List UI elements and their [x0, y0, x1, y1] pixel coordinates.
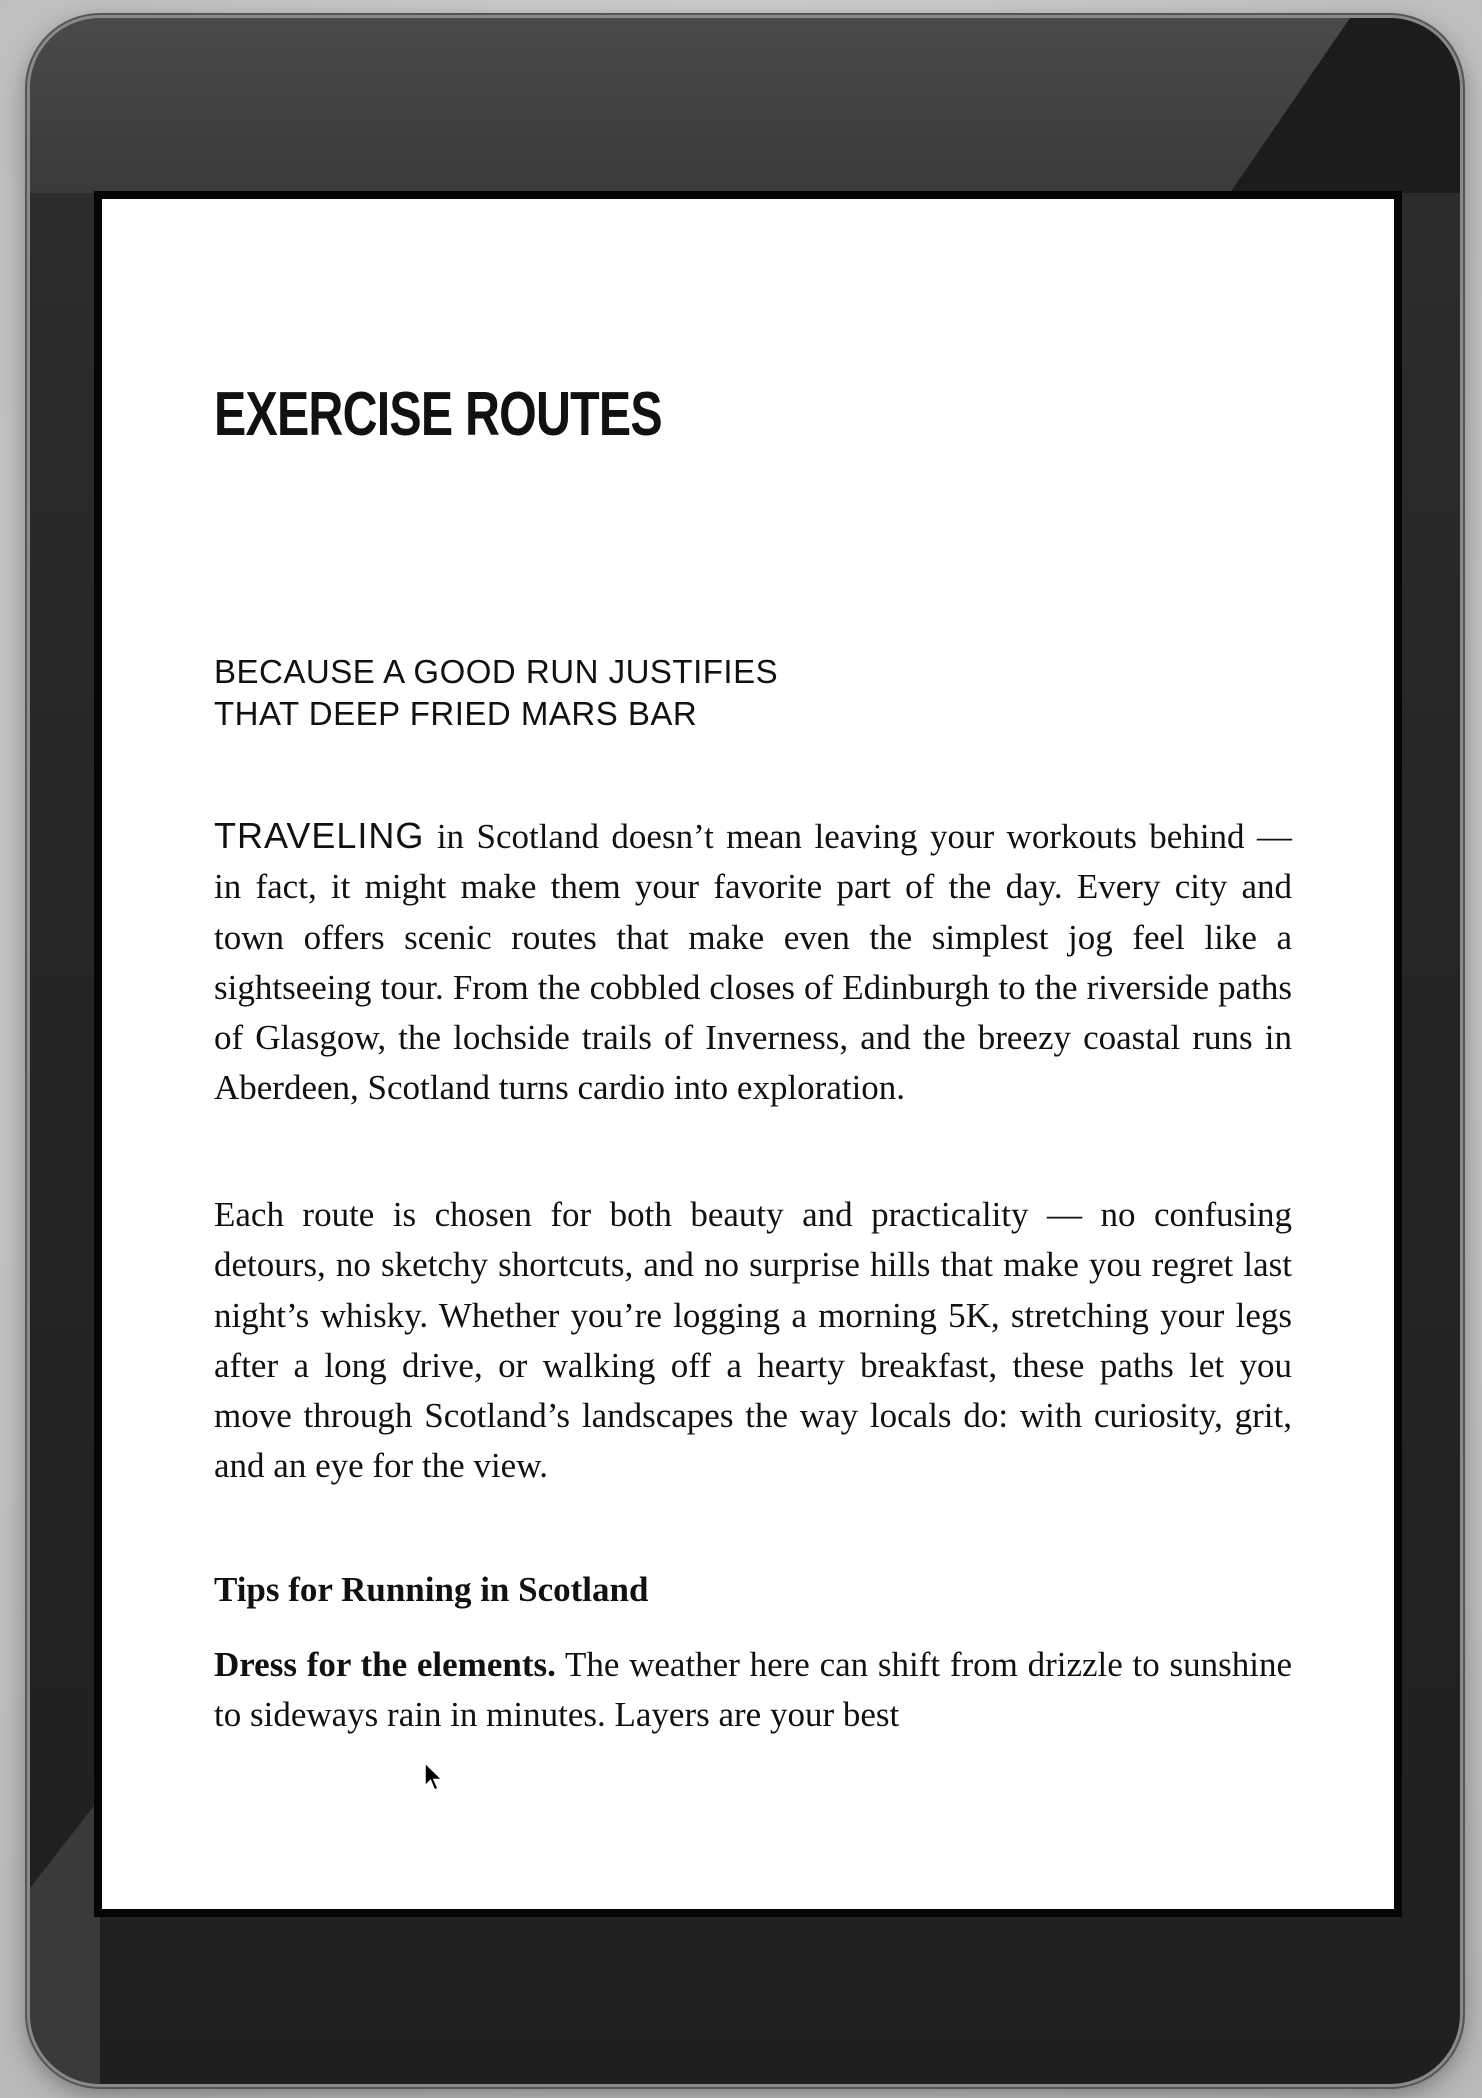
subtitle-line-1: BECAUSE A GOOD RUN JUSTIFIES — [214, 653, 779, 690]
paragraph-dress-text: The weather here can shift from drizzle to sunshine to sideways rain in minutes. Layers are your best — [214, 1645, 1292, 1735]
paragraph-dress-lead: Dress for the elements. — [214, 1645, 556, 1684]
mouse-pointer-icon — [424, 1762, 444, 1792]
subtitle-line-2: THAT DEEP FRIED MARS BAR — [214, 695, 698, 732]
tablet-device — [30, 18, 1460, 2084]
chapter-title: EXERCISE ROUTES — [214, 380, 662, 449]
paragraph-routes: Each route is chosen for both beauty and practicality — no confusing detours, no sketchy shortcuts, and no surprise hills that make you regret last night’s whisky. Whether you’re logging a morning 5K, stretching your legs after a long drive, or walking off a hearty breakfast, these paths let you move through Scotland’s landscapes the way locals do: with curiosity, grit, and an eye for the view. — [214, 1195, 1292, 1486]
ebook-screen[interactable] — [94, 191, 1402, 1917]
section-heading-tips: Tips for Running in Scotland — [214, 1570, 649, 1609]
paragraph-dress — [214, 1640, 1292, 1741]
lead-word: TRAVELING — [214, 815, 425, 856]
chapter-subtitle — [214, 651, 914, 735]
paragraph-intro-text: in Scotland doesn’t mean leaving your workouts behind — in fact, it might make them your favorite part of the day. Every city and town offers scenic routes that make even the simplest jog feel like a sightseeing tour. From the cobbled closes of Edinburgh to the riverside paths of Glasgow, the lochside trails of Inverness, and the breezy coastal runs in Aberdeen, Scotland turns cardio into exploration. — [214, 817, 1292, 1108]
paragraph-intro — [214, 811, 1292, 1114]
bezel-glare — [30, 18, 1460, 193]
chapter-title-container — [214, 369, 1292, 459]
